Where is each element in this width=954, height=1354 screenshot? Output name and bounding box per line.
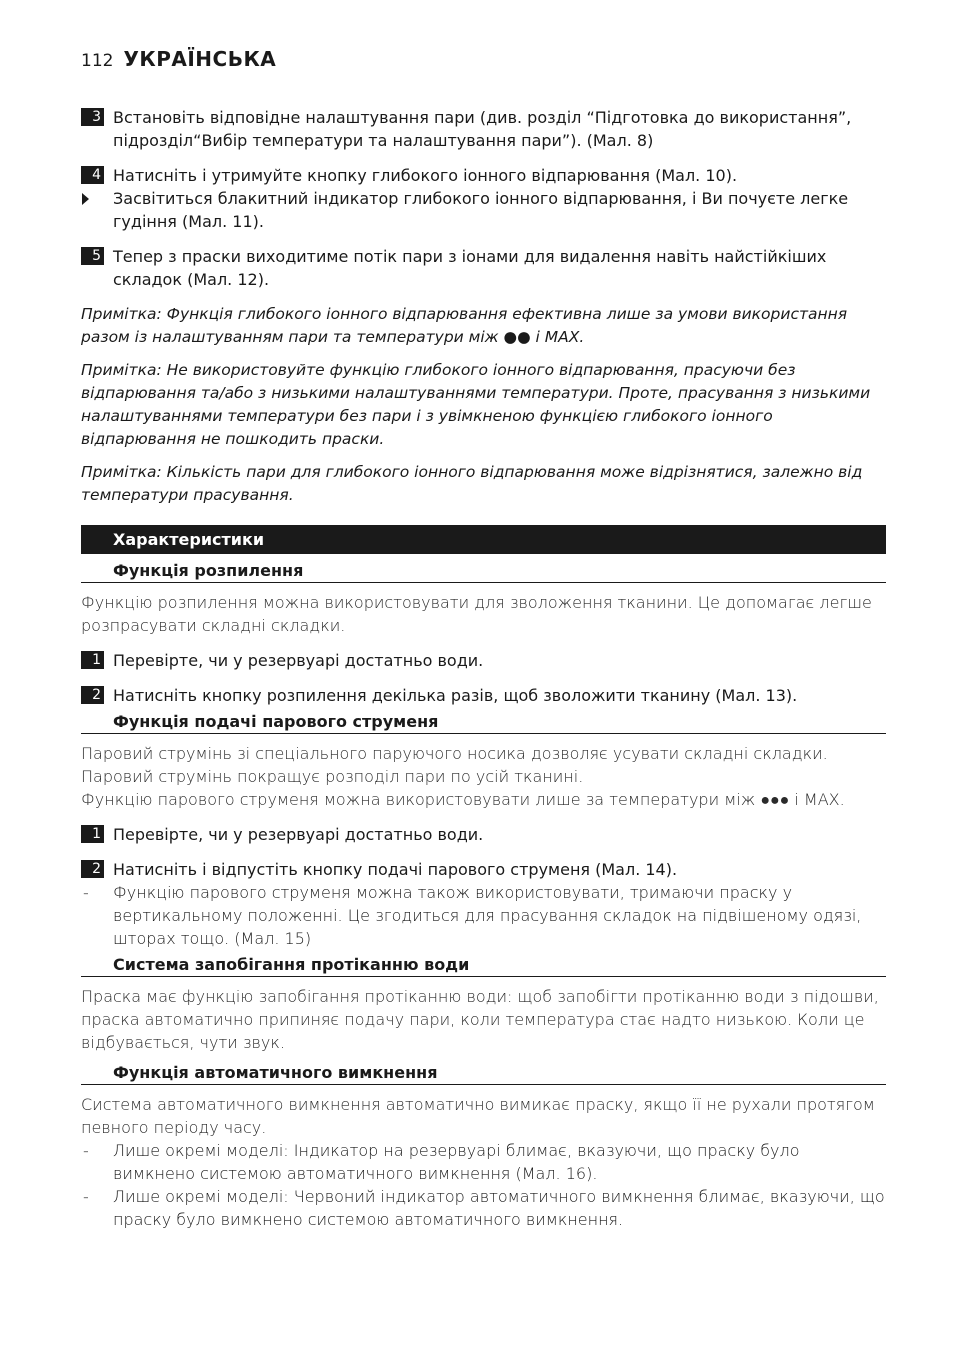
note-1: Примітка: Функція глибокого іонного відпарювання ефективна лише за умови використання разом із налаштуванням пари та температури між ●● і MAX. — [81, 305, 848, 346]
step-number: 2 — [81, 860, 104, 878]
step-number: 1 — [81, 651, 104, 669]
dash-bullet: - — [83, 1187, 89, 1206]
tip-text: Функцію парового струменя можна також використовувати, тримаючи праску у вертикальному положенні. Це згодиться для прасування складок на підвішеному одязі, шторах тощо. (Мал. 15) — [113, 883, 862, 948]
subheading-drip: Система запобігання протіканню води — [81, 954, 886, 977]
shot-step-2 — [81, 858, 886, 881]
step-number: 5 — [81, 247, 104, 265]
shot-intro-3: Функцію парового струменя можна використовувати лише за температури між ●●● і MAX. — [81, 790, 845, 809]
section-heading: Характеристики — [81, 525, 886, 554]
language-title: УКРАЇНСЬКА — [123, 47, 277, 71]
page-content — [81, 106, 886, 1231]
step-3 — [81, 106, 886, 152]
shot-step-1 — [81, 823, 886, 846]
step-number: 4 — [81, 166, 104, 184]
step-text: Перевірте, чи у резервуарі достатньо води. — [113, 651, 484, 670]
bullet-text: Лише окремі моделі: Червоний індикатор автоматичного вимкнення блимає, вказуючи, що праску було вимкнено системою автоматичного вимкнення. — [113, 1187, 885, 1229]
bullet-text: Лише окремі моделі: Індикатор на резервуарі блимає, вказуючи, що праску було вимкнено системою автоматичного вимкнення (Мал. 16). — [113, 1141, 800, 1183]
result-text: Засвітиться блакитний індикатор глибокого іонного відпарювання, і Ви почуєте легке гудіння (Мал. 11). — [113, 189, 849, 231]
spray-step-1 — [81, 649, 886, 672]
step-text: Натисніть кнопку розпилення декілька разів, щоб зволожити тканину (Мал. 13). — [113, 686, 798, 705]
drip-text: Праска має функцію запобігання протіканню води: щоб запобігти протіканню води з підошви, праска автоматично припиняє подачу пари, коли температура стає надто низькою. Коли це відбувається, чути звук. — [81, 987, 879, 1052]
autooff-bullet-1 — [81, 1139, 886, 1185]
autooff-bullet-2 — [81, 1185, 886, 1231]
step-text: Перевірте, чи у резервуарі достатньо води. — [113, 825, 484, 844]
step-text: Натисніть і відпустіть кнопку подачі парового струменя (Мал. 14). — [113, 860, 678, 879]
page-number: 112 — [81, 51, 114, 71]
shot-intro-1: Паровий струмінь зі спеціального паруючого носика дозволяє усувати складні складки. — [81, 744, 828, 763]
step-number: 2 — [81, 686, 104, 704]
step-number: 3 — [81, 108, 104, 126]
step-text: Встановіть відповідне налаштування пари (див. розділ “Підготовка до використання”, підрозділ“Вибір температури та налаштування пари”). (Мал. 8) — [113, 108, 852, 150]
step-text: Тепер з праски виходитиме потік пари з іонами для видалення навіть найстійкіших складок (Мал. 12). — [113, 247, 827, 289]
subheading-spray: Функція розпилення — [81, 560, 886, 583]
step-text: Натисніть і утримуйте кнопку глибокого іонного відпарювання (Мал. 10). — [113, 166, 738, 185]
dash-bullet: - — [83, 1141, 89, 1160]
note-3: Примітка: Кількість пари для глибокого іонного відпарювання може відрізнятися, залежно від температури прасування. — [81, 463, 863, 504]
shot-tip — [81, 881, 886, 950]
spray-step-2 — [81, 684, 886, 707]
subheading-shot: Функція подачі парового струменя — [81, 711, 886, 734]
autooff-text: Система автоматичного вимкнення автоматично вимикає праску, якщо її не рухали протягом певного періоду часу. — [81, 1095, 875, 1137]
dash-bullet: - — [83, 883, 89, 902]
step-4-result — [81, 187, 886, 233]
step-number: 1 — [81, 825, 104, 843]
result-arrow-icon — [82, 193, 89, 205]
note-2: Примітка: Не використовуйте функцію глибокого іонного відпарювання, прасуючи без відпарювання та/або з низькими налаштуваннями температури. Проте, прасування з низькими налаштуваннями температури без пари і з увімкненою функцією глибокого іонного відпарювання не пошкодить праски. — [81, 361, 871, 448]
step-5 — [81, 245, 886, 291]
page-header — [81, 47, 276, 71]
step-4 — [81, 164, 886, 187]
subheading-autooff: Функція автоматичного вимкнення — [81, 1062, 886, 1085]
spray-intro: Функцію розпилення можна використовувати для зволоження тканини. Це допомагає легше розпрасувати складні складки. — [81, 593, 872, 635]
shot-intro-2: Паровий струмінь покращує розподіл пари по усій тканині. — [81, 767, 584, 786]
